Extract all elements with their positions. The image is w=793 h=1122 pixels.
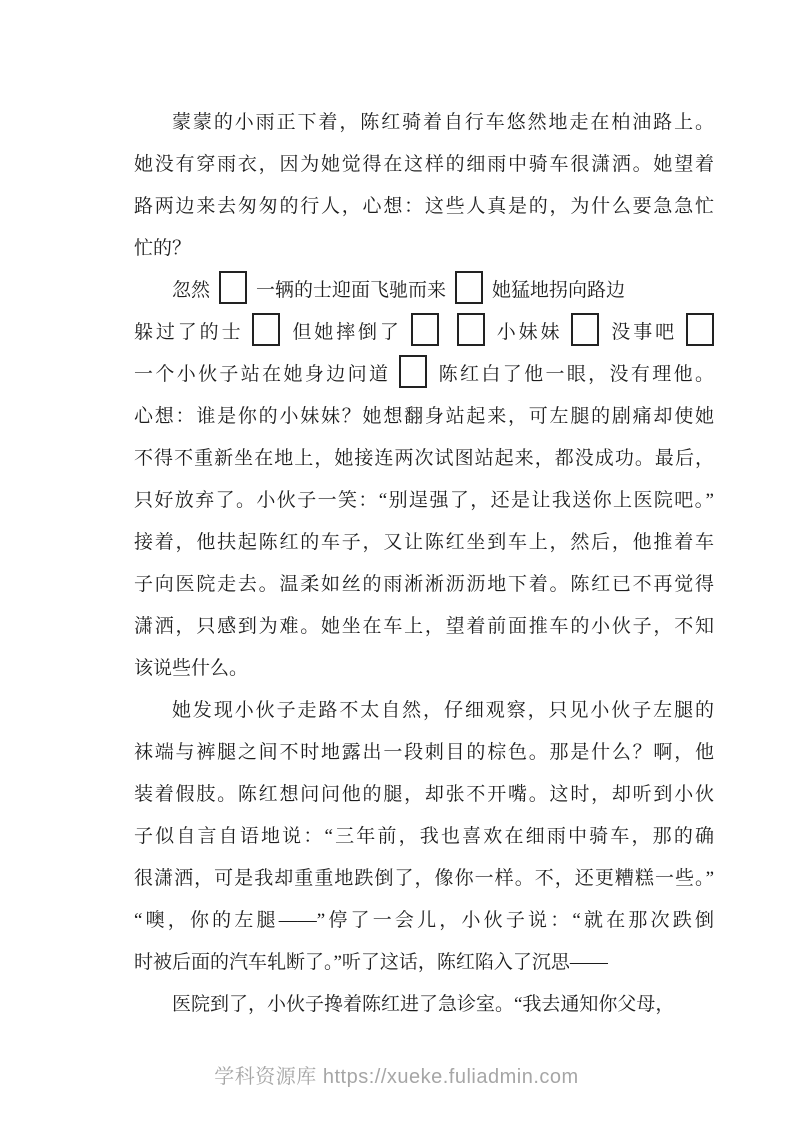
- text-run: 小妹妹: [493, 322, 563, 343]
- paragraph: [134, 270, 714, 690]
- text-line: [134, 900, 714, 942]
- paragraph: [134, 984, 714, 1026]
- text-run: 心想：谁是你的小妹妹？她想翻身站起来，可左腿的剧痛却使她: [134, 406, 714, 427]
- text-run: 没事吧: [608, 322, 677, 343]
- text-line: [134, 312, 714, 354]
- text-run: 躲过了的士: [134, 322, 244, 343]
- text-run: 接着，他扶起陈红的车子，又让陈红坐到车上，然后，他推着车: [134, 532, 714, 553]
- text-line: [134, 522, 714, 564]
- text-run: 袜端与裤腿之间不时地露出一段刺目的棕色。那是什么？啊，他: [134, 742, 714, 763]
- text-run: 只好放弃了。小伙子一笑：“别逞强了，还是让我送你上医院吧。”: [134, 490, 714, 511]
- text-line: [134, 690, 714, 732]
- text-run: 潇洒，只感到为难。她坐在车上，望着前面推车的小伙子，不知: [134, 616, 714, 637]
- text-run: 装着假肢。陈红想问问他的腿，却张不开嘴。这时，却听到小伙: [134, 784, 714, 805]
- text-run: 陈红白了他一眼，没有理他。: [436, 364, 714, 385]
- text-line: [134, 564, 714, 606]
- text-line: [134, 270, 714, 312]
- text-line: [134, 858, 714, 900]
- text-line: [134, 480, 714, 522]
- punctuation-answer-box: [457, 313, 485, 346]
- paragraph: [134, 102, 714, 270]
- text-run: 她猛地拐向路边: [492, 280, 626, 301]
- text-line: [134, 648, 714, 690]
- punctuation-answer-box: [686, 313, 714, 346]
- text-line: [134, 396, 714, 438]
- text-line: [134, 102, 714, 144]
- text-line: [134, 228, 714, 270]
- text-run: 该说些什么。: [134, 658, 249, 679]
- text-run: 她没有穿雨衣，因为她觉得在这样的细雨中骑车很潇洒。她望着: [134, 154, 714, 175]
- punctuation-answer-box: [252, 313, 280, 346]
- text-line: [134, 774, 714, 816]
- text-run: 忙的？: [134, 238, 192, 259]
- text-run: 忽然: [172, 280, 211, 301]
- paragraph: [134, 690, 714, 984]
- watermark-footer: 学科资源库 https://xueke.fuliadmin.com: [214, 1066, 579, 1088]
- text-run: 一个小伙子站在她身边问道: [134, 364, 391, 385]
- text-run: 一辆的士迎面飞驰而来: [256, 280, 447, 301]
- text-run: 路两边来去匆匆的行人，心想：这些人真是的，为什么要急急忙: [134, 196, 714, 217]
- text-run: 时被后面的汽车轧断了。”听了这话，陈红陷入了沉思——: [134, 952, 608, 973]
- punctuation-answer-box: [219, 271, 247, 304]
- text-line: [134, 732, 714, 774]
- text-run: 很潇洒，可是我却重重地跌倒了，像你一样。不，还更糟糕一些。”: [134, 868, 714, 889]
- punctuation-answer-box: [455, 271, 483, 304]
- text-line: [134, 438, 714, 480]
- text-run: 蒙蒙的小雨正下着，陈红骑着自行车悠然地走在柏油路上。: [172, 112, 714, 133]
- text-run: 但她摔倒了: [289, 322, 402, 343]
- punctuation-answer-box: [411, 313, 439, 346]
- punctuation-answer-box: [571, 313, 599, 346]
- text-line: [134, 186, 714, 228]
- document-content: [134, 102, 714, 1026]
- text-run: 医院到了，小伙子搀着陈红进了急诊室。“我去通知你父母，: [172, 994, 675, 1015]
- text-run: 她发现小伙子走路不太自然，仔细观察，只见小伙子左腿的: [172, 700, 714, 721]
- text-line: [134, 942, 714, 984]
- text-line: [134, 816, 714, 858]
- text-run: 子似自言自语地说：“三年前，我也喜欢在细雨中骑车，那的确: [134, 826, 714, 847]
- text-run: 不得不重新坐在地上，她接连两次试图站起来，都没成功。最后，: [134, 448, 714, 469]
- text-run: “噢，你的左腿——”停了一会儿，小伙子说：“就在那次跌倒: [134, 910, 714, 931]
- punctuation-answer-box: [399, 355, 427, 388]
- text-run: 子向医院走去。温柔如丝的雨淅淅沥沥地下着。陈红已不再觉得: [134, 574, 714, 595]
- text-line: [134, 984, 714, 1026]
- text-line: [134, 606, 714, 648]
- text-line: [134, 354, 714, 396]
- text-line: [134, 144, 714, 186]
